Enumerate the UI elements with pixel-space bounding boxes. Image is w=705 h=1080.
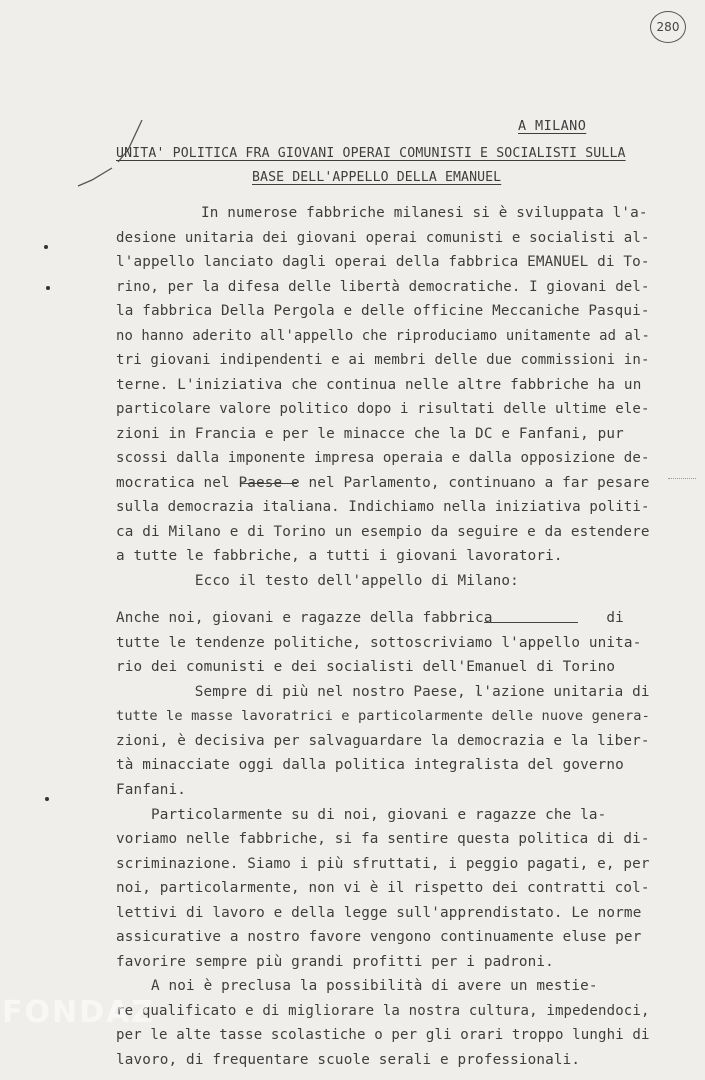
body-line: a tutte le fabbriche, a tutti i giovani lavoratori. xyxy=(116,548,563,564)
appeal-line: Sempre di più nel nostro Paese, l'azione unitaria di xyxy=(116,684,650,700)
body-line: tri giovani indipendenti e ai membri delle due commissioni in- xyxy=(116,352,650,368)
appeal-line: rio dei comunisti e dei socialisti dell'Emanuel di Torino xyxy=(116,659,616,675)
appeal-line: Particolarmente su di noi, giovani e ragazze che la- xyxy=(116,807,607,823)
appeal-line: lavoro, di frequentare scuole serali e professionali. xyxy=(116,1052,581,1068)
appeal-line: per le alte tasse scolastiche o per gli orari troppo lunghi di xyxy=(116,1027,650,1043)
body-line: particolare valore politico dopo i risultati delle ultime ele- xyxy=(116,401,650,417)
appeal-line: favorire sempre più grandi profitti per i padroni. xyxy=(116,954,554,970)
body-line: desione unitaria dei giovani operai comunisti e socialisti al- xyxy=(116,230,650,246)
location-heading: A MILANO xyxy=(518,118,587,134)
document-title-line1: UNITA' POLITICA FRA GIOVANI OPERAI COMUNISTI E SOCIALISTI SULLA xyxy=(116,146,626,161)
body-line: l'appello lanciato dagli operai della fabbrica EMANUEL di To- xyxy=(116,254,650,270)
appeal-line: re qualificato e di migliorare la nostra cultura, impedendoci, xyxy=(116,1003,650,1019)
appeal-line: tà minacciate oggi dalla politica integralista del governo xyxy=(116,757,624,773)
body-line: la fabbrica Della Pergola e delle officine Meccaniche Pasqui- xyxy=(116,303,650,319)
margin-smudge xyxy=(668,478,696,479)
body-line: ca di Milano e di Torino un esempio da seguire e da estendere xyxy=(116,524,650,540)
body-line: mocratica nel Paese e nel Parlamento, continuano a far pesare xyxy=(116,475,650,491)
body-line: rino, per la difesa delle libertà democratiche. I giovani del- xyxy=(116,279,650,295)
appeal-line: A noi è preclusa la possibilità di avere un mestie- xyxy=(116,978,598,994)
body-line: no hanno aderito all'appello che riproduciamo unitamente ad al- xyxy=(116,328,650,344)
margin-dot xyxy=(46,286,50,290)
appeal-line: noi, particolarmente, non vi è il rispetto dei contratti col- xyxy=(116,880,650,896)
appeal-line: lettivi di lavoro e della legge sull'apprendistato. Le norme xyxy=(116,905,642,921)
margin-dot xyxy=(45,797,49,801)
appeal-line: tutte le masse lavoratrici e particolarmente delle nuove genera- xyxy=(116,708,650,724)
margin-dot xyxy=(44,245,48,249)
document-title-line2: BASE DELL'APPELLO DELLA EMANUEL xyxy=(252,170,502,185)
appeal-line: Anche noi, giovani e ragazze della fabbrica di xyxy=(116,610,624,626)
archive-watermark: FONDAZ xyxy=(2,995,155,1030)
body-line: terne. L'iniziativa che continua nelle altre fabbriche ha un xyxy=(116,377,642,393)
appeal-line: scriminazione. Siamo i più sfruttati, i peggio pagati, e, per xyxy=(116,856,650,872)
typed-strikethrough xyxy=(241,483,297,484)
appeal-line: assicurative a nostro favore vengono continuamente eluse per xyxy=(116,929,642,945)
appeal-line: tutte le tendenze politiche, sottoscriviamo l'appello unita- xyxy=(116,635,642,651)
body-line: sulla democrazia italiana. Indichiamo nella iniziativa politi- xyxy=(116,499,650,515)
body-line: scossi dalla imponente impresa operaia e dalla opposizione de- xyxy=(116,450,650,466)
page-number: 280 xyxy=(650,11,686,43)
appeal-intro-line: Ecco il testo dell'appello di Milano: xyxy=(116,573,519,589)
appeal-line: voriamo nelle fabbriche, si fa sentire questa politica di di- xyxy=(116,831,650,847)
body-line: In numerose fabbriche milanesi si è sviluppata l'a- xyxy=(166,205,648,221)
appeal-line: Fanfani. xyxy=(116,782,187,798)
appeal-line: zioni, è decisiva per salvaguardare la democrazia e la liber- xyxy=(116,733,650,749)
factory-name-blank xyxy=(484,622,578,623)
body-line: zioni in Francia e per le minacce che la DC e Fanfani, pur xyxy=(116,426,624,442)
